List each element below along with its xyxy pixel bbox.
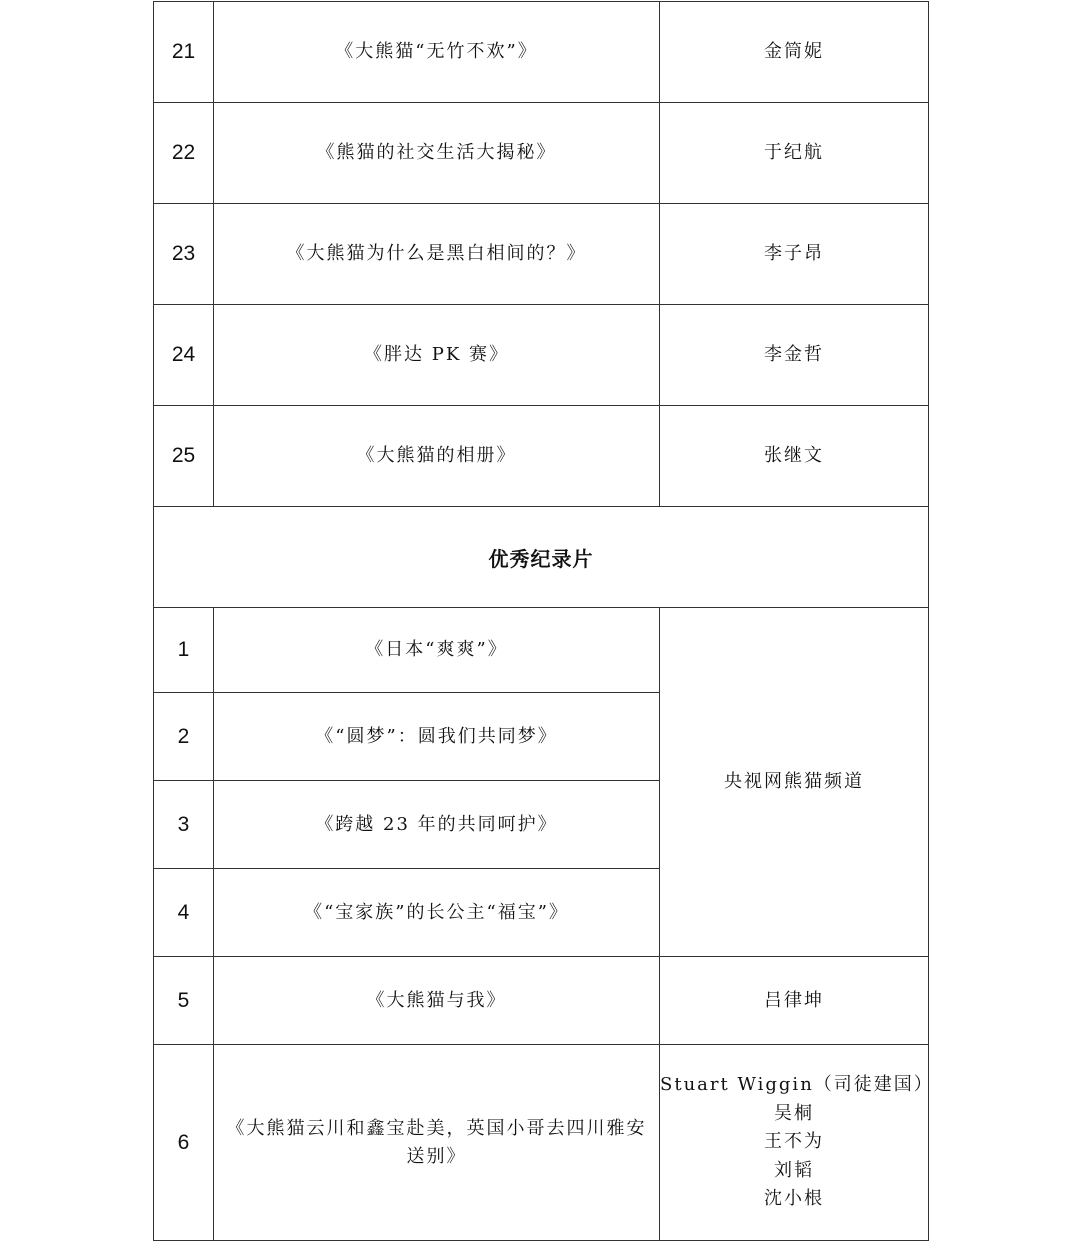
row-number: 25 bbox=[154, 406, 214, 507]
section-header-row bbox=[154, 507, 929, 608]
row-number: 5 bbox=[154, 957, 214, 1045]
author-name: 王不为 bbox=[764, 1131, 824, 1153]
author-name: 于纪航 bbox=[660, 103, 929, 204]
awards-table bbox=[153, 1, 934, 1241]
row-number: 22 bbox=[154, 103, 214, 204]
row-number: 24 bbox=[154, 305, 214, 406]
table-row bbox=[154, 2, 929, 103]
author-name: 沈小根 bbox=[764, 1188, 824, 1210]
table-row bbox=[154, 957, 929, 1045]
author-name: 张继文 bbox=[660, 406, 929, 507]
work-title: 《大熊猫为什么是黑白相间的？》 bbox=[214, 204, 660, 305]
table-row bbox=[154, 1045, 929, 1241]
table-row bbox=[154, 608, 929, 693]
table-row bbox=[154, 204, 929, 305]
row-number: 6 bbox=[154, 1045, 214, 1241]
author-name: 吕律坤 bbox=[660, 957, 929, 1045]
section-title: 优秀纪录片 bbox=[154, 507, 929, 608]
row-number: 4 bbox=[154, 869, 214, 957]
row-number: 2 bbox=[154, 693, 214, 781]
work-title: 《“圆梦”：圆我们共同梦》 bbox=[214, 693, 660, 781]
row-number: 23 bbox=[154, 204, 214, 305]
work-title: 《日本“爽爽”》 bbox=[214, 608, 660, 693]
author-name: Stuart Wiggin（司徒建国） bbox=[660, 1074, 934, 1096]
author-name: 李子昂 bbox=[660, 204, 929, 305]
author-names-cell bbox=[660, 1045, 934, 1241]
author-name: 李金哲 bbox=[660, 305, 929, 406]
table-row bbox=[154, 305, 929, 406]
author-name: 金筒妮 bbox=[660, 2, 929, 103]
row-number: 21 bbox=[154, 2, 214, 103]
row-number: 3 bbox=[154, 781, 214, 869]
author-names bbox=[660, 1071, 934, 1214]
work-title-cell bbox=[214, 1045, 660, 1241]
work-title: 《大熊猫的相册》 bbox=[214, 406, 660, 507]
author-name: 刘韬 bbox=[774, 1159, 814, 1181]
work-title: 《大熊猫云川和鑫宝赴美，英国小哥去四川雅安送别》 bbox=[226, 1117, 647, 1167]
work-title: 《跨越 23 年的共同呵护》 bbox=[214, 781, 660, 869]
table-row bbox=[154, 406, 929, 507]
table-row bbox=[154, 103, 929, 204]
work-title: 《“宝家族”的长公主“福宝”》 bbox=[214, 869, 660, 957]
work-title: 《大熊猫与我》 bbox=[214, 957, 660, 1045]
work-title: 《胖达 PK 赛》 bbox=[214, 305, 660, 406]
row-number: 1 bbox=[154, 608, 214, 693]
author-name: 吴桐 bbox=[774, 1102, 814, 1124]
work-title: 《大熊猫“无竹不欢”》 bbox=[214, 2, 660, 103]
merged-author-name: 央视网熊猫频道 bbox=[660, 608, 929, 957]
work-title: 《熊猫的社交生活大揭秘》 bbox=[214, 103, 660, 204]
